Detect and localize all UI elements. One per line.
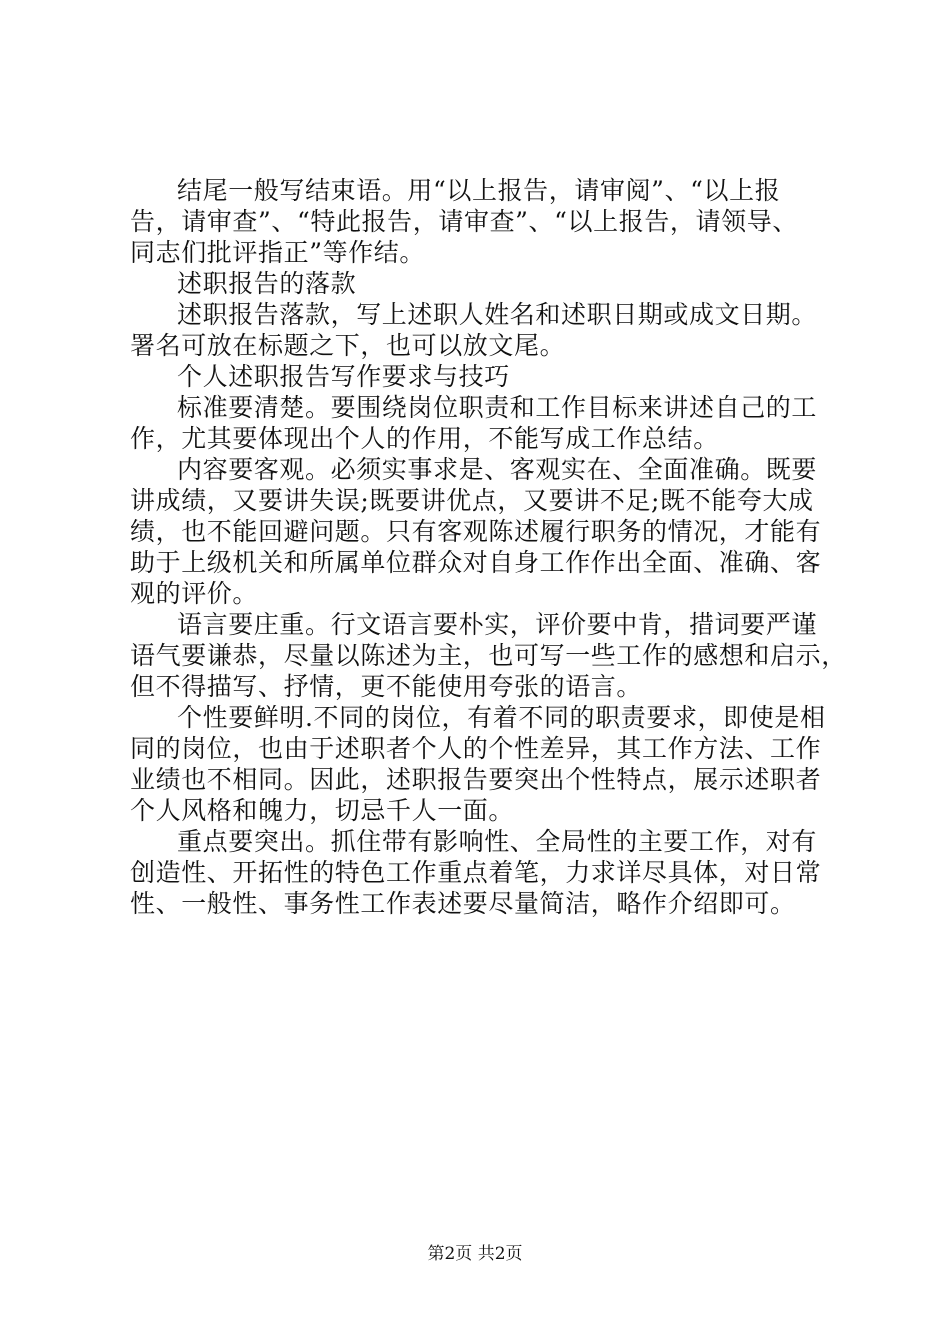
body-line: 观的评价。 xyxy=(130,579,259,608)
body-line: 个人风格和魄力，切忌千人一面。 xyxy=(130,796,515,825)
body-line: 业绩也不相同。因此，述职报告要突出个性特点，展示述职者 xyxy=(130,765,822,794)
body-line: 助于上级机关和所属单位群众对自身工作作出全面、准确、客 xyxy=(130,548,822,577)
page-number-footer: 第2页 共2页 xyxy=(427,1244,523,1264)
body-line: 作，尤其要体现出个人的作用，不能写成工作总结。 xyxy=(130,424,719,453)
body-line: 同志们批评指正”等作结。 xyxy=(130,238,425,267)
body-line: 署名可放在标题之下，也可以放文尾。 xyxy=(130,331,566,360)
body-line: 绩，也不能回避问题。只有客观陈述履行职务的情况，才能有 xyxy=(130,517,822,546)
body-line: 但不得描写、抒情，更不能使用夸张的语言。 xyxy=(130,672,643,701)
body-line: 告，请审查”、“特此报告，请审查”、“以上报告，请领导、 xyxy=(130,207,798,236)
section-heading: 述职报告的落款 xyxy=(177,269,357,298)
body-line: 结尾一般写结束语。用“以上报告，请审阅”、“以上报 xyxy=(177,176,781,205)
body-line: 创造性、开拓性的特色工作重点着笔，力求详尽具体，对日常 xyxy=(130,858,822,887)
body-line: 讲成绩，又要讲失误;既要讲优点，又要讲不足;既不能夸大成 xyxy=(130,486,814,515)
body-line: 个性要鲜明.不同的岗位，有着不同的职责要求，即使是相 xyxy=(177,703,826,732)
body-line: 述职报告落款，写上述职人姓名和述职日期或成文日期。 xyxy=(177,300,818,329)
body-line: 语言要庄重。行文语言要朴实，评价要中肯，措词要严谨 xyxy=(177,610,818,639)
section-heading: 个人述职报告写作要求与技巧 xyxy=(177,362,510,391)
body-line: 性、一般性、事务性工作表述要尽量简洁，略作介绍即可。 xyxy=(130,889,796,918)
body-line: 标准要清楚。要围绕岗位职责和工作目标来讲述自己的工 xyxy=(177,393,818,422)
body-line: 重点要突出。抓住带有影响性、全局性的主要工作，对有 xyxy=(177,827,818,856)
body-line: 语气要谦恭，尽量以陈述为主，也可写一些工作的感想和启示， xyxy=(130,641,847,670)
body-line: 内容要客观。必须实事求是、客观实在、全面准确。既要 xyxy=(177,455,818,484)
body-line: 同的岗位，也由于述职者个人的个性差异，其工作方法、工作 xyxy=(130,734,822,763)
